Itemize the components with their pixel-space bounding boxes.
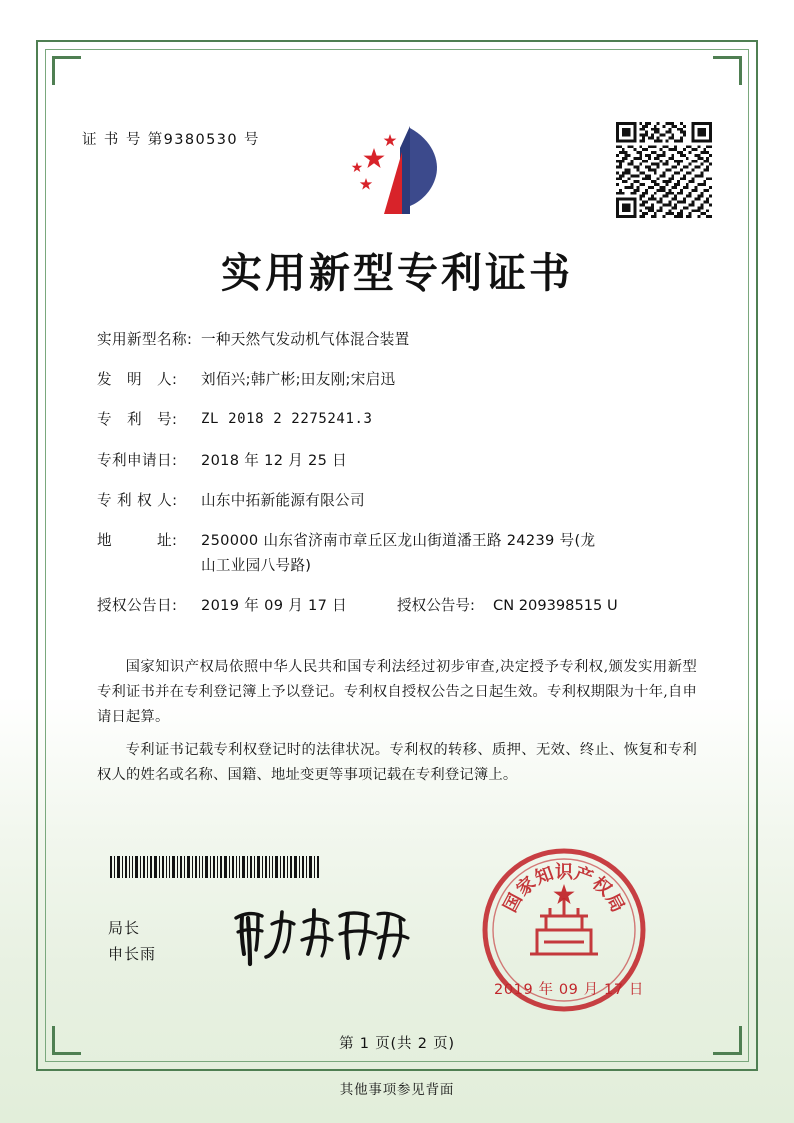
commissioner-title: 局长 bbox=[108, 919, 141, 937]
page-title: 实用新型专利证书 bbox=[221, 249, 573, 297]
field-value: 2018 年 12 月 25 日 bbox=[201, 451, 348, 469]
seal-date: 2019 年 09 月 17 日 bbox=[494, 982, 644, 998]
paragraph-grant: 国家知识产权局依照中华人民共和国专利法经过初步审查,决定授予专利权,颁发实用新型专利证书并在专利登记簿上予以登记。专利权自授权公告之日起生效。专利权期限为十年,自申请日起算。 bbox=[97, 659, 697, 725]
field-value-grant-number: CN 209398515 U bbox=[493, 596, 618, 614]
field-label-grant-number: 授权公告号: bbox=[397, 596, 475, 614]
svg-text:权: 权 bbox=[588, 872, 616, 901]
svg-text:国: 国 bbox=[499, 890, 527, 916]
field-value: 刘佰兴;韩广彬;田友刚;宋启迅 bbox=[201, 371, 396, 389]
commissioner-name: 申长雨 bbox=[108, 945, 157, 963]
field-row-inventors bbox=[97, 370, 697, 390]
paragraph-registry: 专利证书记载专利权登记时的法律状况。专利权的转移、质押、无效、终止、恢复和专利权人的姓名或名称、国籍、地址变更等事项记载在专利登记簿上。 bbox=[97, 742, 697, 783]
commissioner-block bbox=[108, 915, 156, 967]
handwritten-signature-icon bbox=[228, 898, 418, 970]
certificate-number: 证 书 号 第9380530 号 bbox=[82, 132, 260, 148]
corner-mark-top-left bbox=[52, 56, 81, 85]
svg-text:局: 局 bbox=[601, 890, 629, 916]
field-row-patentee bbox=[97, 491, 697, 511]
field-label: 专利申请日: bbox=[97, 451, 178, 469]
field-row-address bbox=[97, 531, 697, 575]
field-label: 地 址: bbox=[97, 531, 178, 549]
field-label: 发 明 人: bbox=[97, 371, 178, 389]
field-row-patent-number bbox=[97, 410, 697, 430]
field-value: 一种天然气发动机气体混合装置 bbox=[201, 331, 410, 348]
field-label: 专 利 权 人: bbox=[97, 491, 178, 509]
field-row-utility-model-name bbox=[97, 330, 697, 350]
field-label-grant-date: 授权公告日: bbox=[97, 596, 178, 614]
field-row-application-date bbox=[97, 451, 697, 471]
qr-code-icon bbox=[616, 122, 712, 218]
field-value-address-line2: 山工业园八号路) bbox=[201, 556, 312, 574]
svg-text:识: 识 bbox=[555, 862, 573, 883]
field-value: 山东中拓新能源有限公司 bbox=[201, 491, 365, 509]
field-value-grant-date: 2019 年 09 月 17 日 bbox=[201, 596, 348, 614]
legal-text bbox=[97, 655, 697, 796]
cnipa-logo-icon bbox=[340, 118, 460, 222]
field-label: 实用新型名称: bbox=[97, 331, 193, 348]
barcode bbox=[110, 856, 320, 878]
corner-mark-top-right bbox=[713, 56, 742, 85]
field-list bbox=[97, 330, 697, 636]
field-label: 专 利 号: bbox=[97, 411, 178, 429]
page-number: 第 1 页(共 2 页) bbox=[339, 1036, 455, 1052]
svg-text:知: 知 bbox=[532, 863, 557, 889]
svg-text:家: 家 bbox=[512, 872, 540, 901]
field-value: ZL 2018 2 2275241.3 bbox=[201, 411, 373, 428]
svg-text:产: 产 bbox=[571, 863, 596, 889]
back-page-note: 其他事项参见背面 bbox=[339, 1082, 455, 1098]
field-row-grant-announcement bbox=[97, 596, 697, 616]
field-value: 250000 山东省济南市章丘区龙山街道潘王路 24239 号(龙 bbox=[201, 531, 596, 549]
